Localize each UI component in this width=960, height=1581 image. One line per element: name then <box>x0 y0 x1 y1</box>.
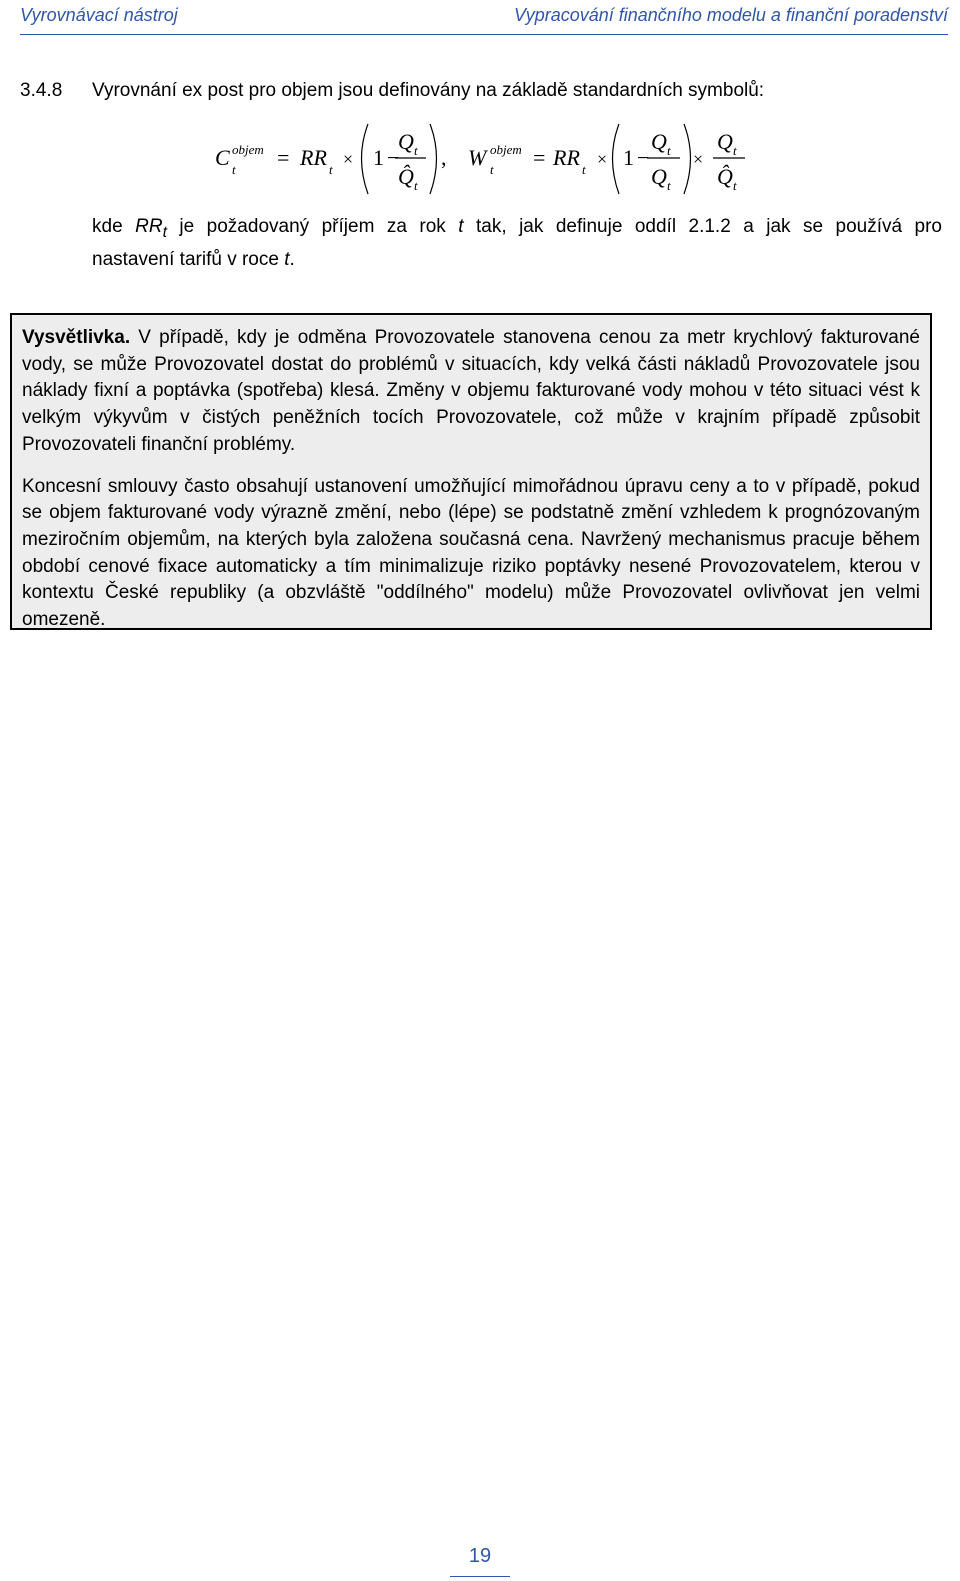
kde-mid: je požadovaný příjem za rok <box>166 216 459 237</box>
formula <box>215 118 775 200</box>
formula-c-sup: objem <box>232 142 264 157</box>
formula-q-num-3-sub: t <box>733 143 737 158</box>
kde-t: t <box>458 216 464 237</box>
kde-pre: kde <box>92 216 136 237</box>
formula-times-2: × <box>597 149 608 169</box>
section-number: 3.4.8 <box>20 80 63 101</box>
formula-qhat-den-1: Q̂ <box>398 164 414 189</box>
header-right-title: Vypracování finančního modelu a finanční poradenství <box>514 5 948 25</box>
formula-times-1: × <box>343 149 354 169</box>
formula-rr-1: RR <box>300 145 327 170</box>
formula-one-1: 1 <box>373 145 384 170</box>
explanatory-note-box <box>10 313 932 630</box>
kde-line2-t: t <box>284 249 290 270</box>
kde-line2-pre: nastavení tarifů v roce <box>92 249 285 270</box>
formula-paren-open-2 <box>613 124 620 194</box>
formula-minus-1: − <box>387 145 400 170</box>
formula-q-den-2: Q <box>651 164 667 189</box>
formula-eq-2: = <box>533 145 546 170</box>
formula-q-num-2-sub: t <box>667 143 671 158</box>
formula-paren-open-1 <box>362 124 369 194</box>
formula-qhat-den-3-sub: t <box>733 178 737 193</box>
formula-rr-2: RR <box>553 145 580 170</box>
formula-c-sub: t <box>232 162 236 177</box>
formula-q-den-2-sub: t <box>667 178 671 193</box>
formula-rr-2-sub: t <box>582 162 586 177</box>
formula-eq-1: = <box>277 145 290 170</box>
kde-rr-sub: t <box>162 223 167 241</box>
kde-rr: RR <box>135 216 163 237</box>
formula-explanation-line-2 <box>92 243 295 276</box>
header-rule <box>20 34 948 35</box>
note-label: Vysvětlivka. <box>22 327 131 348</box>
formula-times-3: × <box>693 149 704 169</box>
header-left-title: Vyrovnávací nástroj <box>20 5 178 25</box>
formula-w-sup: objem <box>490 142 522 157</box>
formula-rr-1-sub: t <box>329 162 333 177</box>
section-heading <box>20 80 764 102</box>
note-paragraph-2: Koncesní smlouvy často obsahují ustanovení umožňující mimořádnou úpravu ceny a to v případě, pokud se objem fakturované vody výrazně změní, nebo (lépe) se podstatně změní vzhledem k prognózovaným meziročním objemům, na kterých byla založena současná cena. Navržený mechanismus pracuje během období cenové fixace automaticky a tím minimalizuje riziko poptávky nesené Provozovatelem, kterou v kontextu České republiky (a obzvláště "oddílného" modelu) může Provozovatel ovlivňovat jen velmi omezeně. <box>22 475 920 631</box>
section-text: Vyrovnání ex post pro objem jsou definovány na základě standardních symbolů: <box>92 80 765 101</box>
formula-w-sub: t <box>490 162 494 177</box>
formula-c: C <box>215 145 230 170</box>
page-number: 19 <box>468 1545 492 1567</box>
kde-line2-post: . <box>289 249 295 270</box>
formula-qhat-den-1-sub: t <box>414 178 418 193</box>
formula-one-2: 1 <box>623 145 634 170</box>
formula-q-num-3: Q <box>717 129 733 154</box>
kde-post: tak, jak definuje oddíl 2.1.2 a jak se používá pro <box>463 216 942 237</box>
footer-rule <box>450 1576 510 1577</box>
formula-w: W <box>468 145 487 170</box>
note-p1-text: V případě, kdy je odměna Provozovatele stanovena cenou za metr krychlový fakturované vody, se může Provozovatel dostat do problémů v situacích, kdy velká části nákladů Provozovatele jsou náklady fixní a poptávka (spotřeba) klesá. Změny v objemu fakturované vody mohou v této situaci vést k velkým výkyvům v čistých peněžních tocích Provozovatele, což může v krajním případě způsobit Provozovateli finanční problémy. <box>22 327 920 455</box>
formula-paren-close-2 <box>684 124 691 194</box>
note-paragraph-1 <box>22 325 920 459</box>
formula-q-num-2: Q <box>651 129 667 154</box>
page-header <box>0 0 960 38</box>
formula-qhat-den-3: Q̂ <box>717 164 733 189</box>
formula-comma: , <box>441 145 447 170</box>
formula-q-num-1-sub: t <box>414 143 418 158</box>
formula-minus-2: − <box>637 145 650 170</box>
formula-q-num-1: Q <box>398 129 414 154</box>
formula-paren-close-1 <box>430 124 437 194</box>
